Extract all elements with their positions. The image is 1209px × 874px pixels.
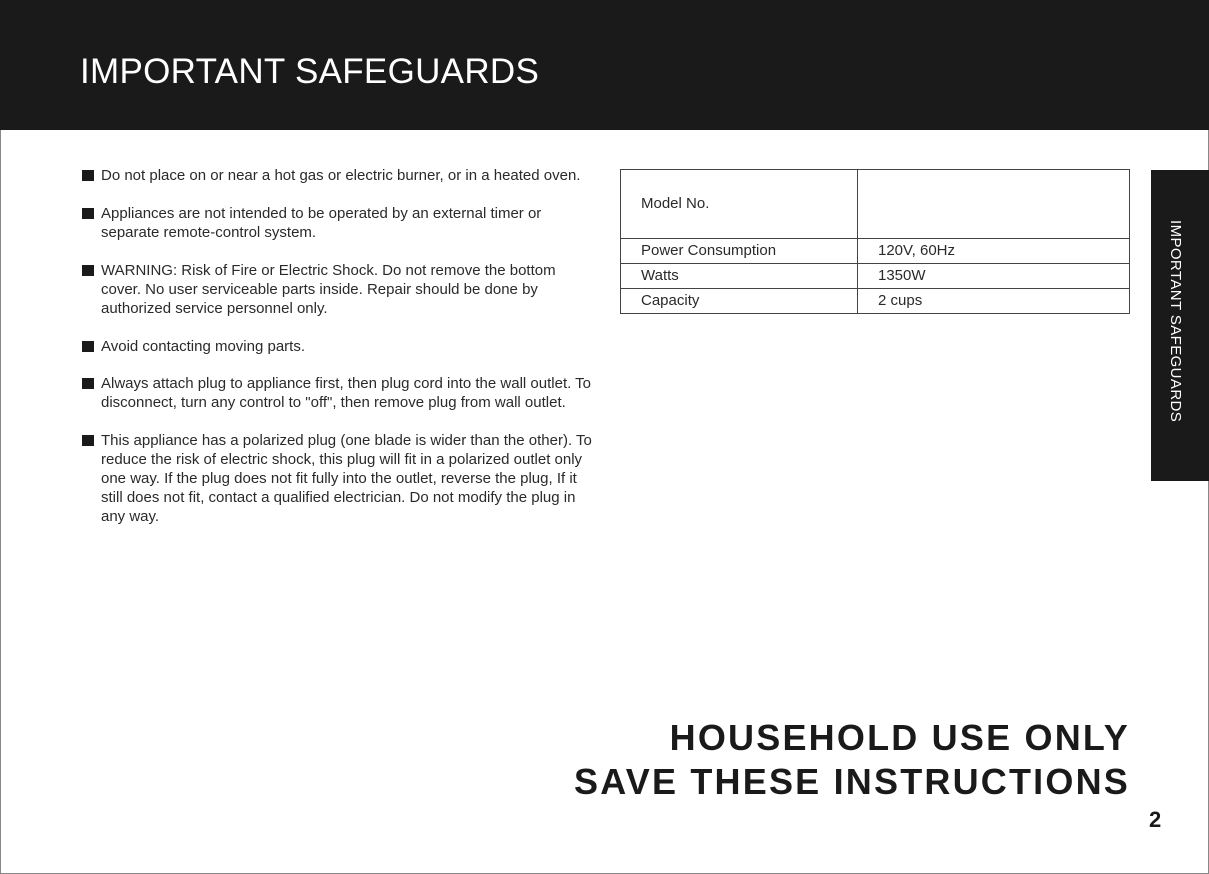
square-bullet-icon [82,208,94,219]
safeguard-text: Always attach plug to appliance first, then plug cord into the wall outlet. To disconnect, turn any control to "off", then remove plug from wall outlet. [101,375,592,411]
safeguard-text: This appliance has a polarized plug (one blade is wider than the other). To reduce the risk of electric shock, this plug will fit in a polarized outlet only one way. If the plug does not fit fully into the outlet, reverse the plug, If it still does not fit, contact a qualified electrician. Do not modify the plug in any way. [101,432,592,525]
safeguard-item [82,337,597,356]
closing-notice [574,716,1130,804]
safeguard-text: Do not place on or near a hot gas or electric burner, or in a heated oven. [101,167,581,184]
page-number: 2 [1149,807,1162,832]
side-tab-label: IMPORTANT SAFEGUARDS [1167,220,1184,423]
spec-value [858,170,1130,239]
square-bullet-icon [82,265,94,276]
square-bullet-icon [82,378,94,389]
square-bullet-icon [82,341,94,352]
spec-label: Power Consumption [621,239,858,264]
square-bullet-icon [82,435,94,446]
spec-value: 2 cups [858,289,1130,314]
safeguard-item [82,166,597,185]
safeguard-item [82,374,597,412]
spec-value: 1350W [858,264,1130,289]
safeguards-list [82,166,597,545]
spec-row-power [621,239,1130,264]
safeguard-text: Appliances are not intended to be operated by an external timer or separate remote-control system. [101,205,542,241]
section-side-tab [1151,170,1209,481]
spec-value: 120V, 60Hz [858,239,1130,264]
spec-label: Watts [621,264,858,289]
header-band [0,0,1209,130]
safeguard-text: WARNING: Risk of Fire or Electric Shock. Do not remove the bottom cover. No user serviceable parts inside. Repair should be done by authorized service personnel only. [101,262,556,317]
square-bullet-icon [82,170,94,181]
spec-row-model [621,170,1130,239]
spec-label: Model No. [621,170,858,239]
save-instructions-notice: SAVE THESE INSTRUCTIONS [574,761,1130,802]
safeguard-text: Avoid contacting moving parts. [101,338,306,355]
spec-row-watts [621,264,1130,289]
spec-label: Capacity [621,289,858,314]
safeguard-item [82,261,597,318]
household-use-notice: HOUSEHOLD USE ONLY [669,717,1130,758]
safeguard-item [82,431,597,526]
spec-table [620,169,1130,314]
spec-row-capacity [621,289,1130,314]
safeguard-item [82,204,597,242]
page-title: IMPORTANT SAFEGUARDS [80,52,540,91]
